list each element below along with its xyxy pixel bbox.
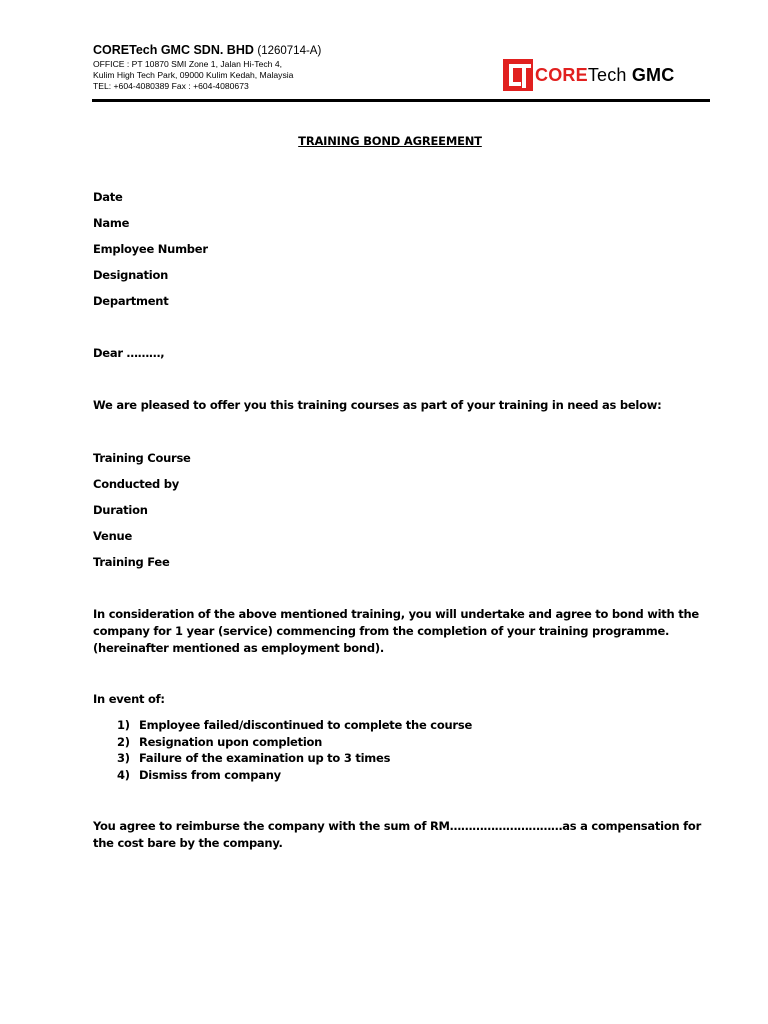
list-item-number: 1) — [117, 718, 130, 732]
list-item-text: Dismiss from company — [139, 767, 281, 782]
list-item — [117, 767, 472, 784]
company-header — [93, 42, 423, 92]
field-duration: Duration — [93, 503, 148, 517]
logo-tech-text: Tech — [587, 64, 627, 85]
salutation: Dear ………, — [93, 346, 165, 360]
list-item — [117, 734, 472, 751]
list-item-text: Failure of the examination up to 3 times — [139, 751, 391, 765]
reimburse-line-1: You agree to reimburse the company with the sum of RM…………………………as a compensation for — [93, 819, 702, 833]
consideration-line-2: company for 1 year (service) commencing from the completion of your training programme. — [93, 624, 670, 638]
address-line-2: Kulim High Tech Park, 09000 Kulim Kedah, Malaysia — [93, 70, 294, 80]
list-item-number: 2) — [117, 734, 130, 749]
list-item-number: 4) — [117, 767, 130, 782]
list-item-text: Employee failed/discontinued to complete the course — [139, 718, 472, 732]
company-logo — [503, 58, 713, 92]
field-designation: Designation — [93, 268, 169, 282]
address-line-3: TEL: +604-4080389 Fax : +604-4080673 — [93, 81, 249, 91]
logo-gmc-text: GMC — [626, 64, 675, 85]
document-title-text: TRAINING BOND AGREEMENT — [298, 134, 482, 148]
field-name: Name — [93, 216, 130, 230]
field-training-course: Training Course — [93, 451, 191, 465]
list-item-number: 3) — [117, 751, 130, 765]
header-divider — [92, 99, 710, 102]
field-department: Department — [93, 294, 169, 308]
company-reg-number: (1260714-A) — [257, 45, 322, 57]
list-item-text: Resignation upon completion — [139, 734, 323, 749]
field-training-fee: Training Fee — [93, 555, 170, 569]
address-line-1: OFFICE : PT 10870 SMI Zone 1, Jalan Hi-Tech 4, — [93, 59, 282, 69]
logo-core-text: CORE — [535, 64, 588, 85]
field-conducted-by: Conducted by — [93, 477, 180, 491]
company-name-line — [93, 42, 423, 59]
intro-paragraph: We are pleased to offer you this training courses as part of your training in need as below: — [93, 398, 662, 412]
logo-wordmark — [535, 65, 674, 86]
document-title — [0, 134, 768, 148]
list-item — [117, 717, 472, 734]
reimburse-line-2: the cost bare by the company. — [93, 836, 283, 850]
company-name: CORETech GMC SDN. BHD — [93, 43, 254, 57]
consideration-line-1: In consideration of the above mentioned training, you will undertake and agree to bond with the — [93, 607, 699, 621]
list-item — [117, 750, 472, 767]
field-venue: Venue — [93, 529, 132, 543]
event-heading: In event of: — [93, 692, 165, 706]
ct-logo-icon — [503, 59, 533, 91]
events-list — [117, 717, 472, 783]
field-employee-number: Employee Number — [93, 242, 208, 256]
consideration-line-3: (hereinafter mentioned as employment bond). — [93, 641, 384, 655]
field-date: Date — [93, 190, 123, 204]
